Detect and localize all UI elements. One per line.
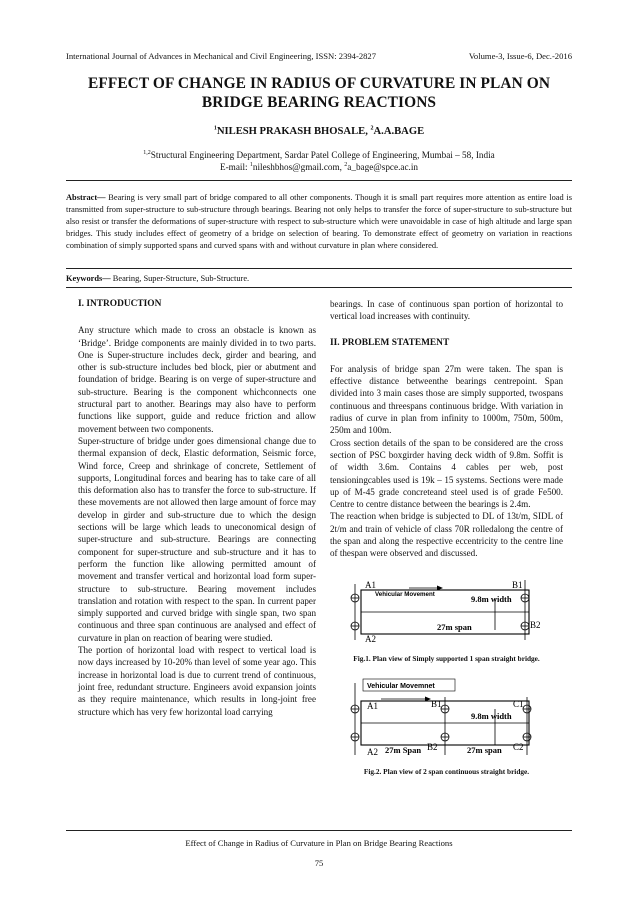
label-vehicular-movement: Vehicular Movemnet <box>366 682 435 690</box>
author1-sup: 1 <box>213 125 217 132</box>
label-deck-width: 9.8m width <box>470 593 512 604</box>
problem-paragraph-1: For analysis of bridge span 27m were taken. The span is effective distance betweenthe bearings centrepoint. Span divided into 3 main cases those are simply supported, twospans continuous and threespans continuous bridge. With variation in radius of curve in plan from infinity to 1000m, 750m, 500m, 250m and 100m. <box>330 363 563 436</box>
figure-1 <box>347 568 547 665</box>
label-vehicular-movement: Vehicular Movement <box>374 590 435 598</box>
label-a2: A2 <box>366 746 378 757</box>
right-column <box>330 298 563 778</box>
paper-title: EFFECT OF CHANGE IN RADIUS OF CURVATURE IN PLAN ON BRIDGE BEARING REACTIONS <box>87 75 551 111</box>
email-label: E-mail: <box>220 162 250 172</box>
page-number: 75 <box>314 858 324 868</box>
abstract <box>66 192 572 252</box>
left-column <box>78 298 316 718</box>
affiliation <box>60 149 578 173</box>
email1-sup: 1 <box>249 161 253 168</box>
figure-2-plan-view <box>347 675 547 763</box>
email1[interactable]: nileshbhos@gmail.com, <box>252 162 345 172</box>
problem-paragraph-2: Cross section details of the span to be considered are the cross section of PSC boxgirder having deck width of 9.8m. Soffit is of width 3.6m. Contains 4 cables per web, post tensioningcables used is 19k – 15 systems. Sections were made up of M-45 grade concreteand steel used is of grade Fe500. Centre to centre distance between the bearings is 2.4m. <box>330 437 563 510</box>
running-header <box>66 51 572 61</box>
keywords <box>66 274 572 283</box>
label-span-2: 27m span <box>466 744 502 755</box>
affiliation-sup: 1,2 <box>143 149 151 156</box>
figure-1-plan-view <box>347 568 547 650</box>
intro-paragraph-3: The portion of horizontal load with respect to vertical load is now days increased by 10-20% than level of some year ago. This increase in horizontal load is due to current trend of continuous, joint free, redundant structure. Engineers avoid expansion joints as they require maintenance, which results in long-joint free structure which has very few horizontal load carrying <box>78 645 316 717</box>
intro-paragraph-1: Any structure which made to cross an obstacle is known as ‘Bridge’. Bridge components are mainly divided in to two parts. One is Super-structure includes deck, girder and bearing, and other is sub-structure includes bed block, pier or abutment and foundation of bridge. Bearing is on verge of super-structure and sub-structure. Bearing is the component whichconnects one structural part to another. Bearings may also have to perform functions like support, guide and reduce friction and allow movement between two components. <box>78 325 316 434</box>
label-c2: C2 <box>512 741 524 752</box>
label-c1: C1 <box>512 698 524 709</box>
journal-name: International Journal of Advances in Mechanical and Civil Engineering, ISSN: 2394-2827 <box>66 51 377 61</box>
label-b2: B2 <box>426 741 438 752</box>
email2-sup: 2 <box>344 161 348 168</box>
label-deck-width: 9.8m width <box>470 710 512 721</box>
abstract-label: Abstract— <box>66 193 106 202</box>
author1: NILESH PRAKASH BHOSALE, <box>216 126 371 137</box>
intro-paragraph-2: Super-structure of bridge under goes dimensional change due to thermal expansion of deck, Elastic deformation, Seismic force, Wind force, Creep and shrinkage of concrete, Settlement of supports, Longitudinal forces and bearing has to take care of all this deformation also has to transfer the force to sub-structure. If these movements are not allowed then large amount of force may develop in girder and sub-structure due to which the design sections will be large which leads to uneconomical design of super-structure and sub-structure. Bearings are connecting component for super-structure and sub-structure and it has to perform the function like allowing permitted amount of movement and transfer vertical and horizontal load form super-structure to sub-structure. Bearing movement includes translation and rotation with respect to the span. In current paper simply supported and curved bridge with single span, two span continuous and three span continuous are analysed and effect of curvature in plan on reaction of bearing were studied. <box>78 435 316 643</box>
author2-sup: 2 <box>370 125 374 132</box>
section-heading-problem-statement: II. PROBLEM STATEMENT <box>330 337 450 348</box>
label-b1: B1 <box>511 579 523 590</box>
footer-rule <box>66 830 572 831</box>
author-line <box>60 126 578 137</box>
keywords-text: Bearing, Super-Structure, Sub-Structure. <box>110 274 250 283</box>
keywords-bottom-rule <box>66 287 572 288</box>
label-a1: A1 <box>364 579 376 590</box>
abstract-text: Bearing is very small part of bridge compared to all other components. Though it is small part requires more attention as entire load is transmitted from super-structure to sub-structure through bearings. Bearing not only helps to transfer the force of super-structure to sub-structure but also resist or transfer the deformations of super-structure with respect to sub-structure which were unavoidable in case of high altitude and large span bridges. This study includes effect of geometry of a bridge on selection of bearing. To demonstrate effect of geometry on variation in reactions combination of simply supported spans and curved spans with and without curvature in plan where considered. <box>66 193 572 251</box>
keywords-top-rule <box>66 268 572 269</box>
keywords-label: Keywords— <box>66 274 111 283</box>
section-heading-introduction: I. INTRODUCTION <box>78 299 162 309</box>
label-a1: A1 <box>366 700 378 711</box>
label-span-1: 27m Span <box>384 744 421 755</box>
label-span-length: 27m span <box>436 621 472 632</box>
figure-1-caption: Fig.1. Plan view of Simply supported 1 span straight bridge. <box>353 653 540 663</box>
label-b2: B2 <box>529 619 541 630</box>
label-a2: A2 <box>364 633 376 644</box>
figure-2 <box>347 675 547 778</box>
footer-title: Effect of Change in Radius of Curvature in Plan on Bridge Bearing Reactions <box>185 838 453 848</box>
author2: A.A.BAGE <box>373 126 425 137</box>
affiliation-dept: Structural Engineering Department, Sardar Patel College of Engineering, Mumbai – 58, India <box>150 150 495 160</box>
figure-2-caption: Fig.2. Plan view of 2 span continuous straight bridge. <box>363 766 530 776</box>
label-b1: B1 <box>430 698 442 709</box>
problem-paragraph-3: The reaction when bridge is subjected to DL of 13t/m, SIDL of 2t/m and train of vehicle of class 70R rolledalong the centre of the span and along the respective eccentricity to the centre line of thespan were observed and discussed. <box>330 511 563 559</box>
intro-continuation: bearings. In case of continuous span portion of horizontal to vertical load increases with continuity. <box>330 299 563 322</box>
email2[interactable]: a_bage@spce.ac.in <box>347 162 418 172</box>
volume-issue: Volume-3, Issue-6, Dec.-2016 <box>468 51 572 61</box>
abstract-top-rule <box>66 180 572 181</box>
